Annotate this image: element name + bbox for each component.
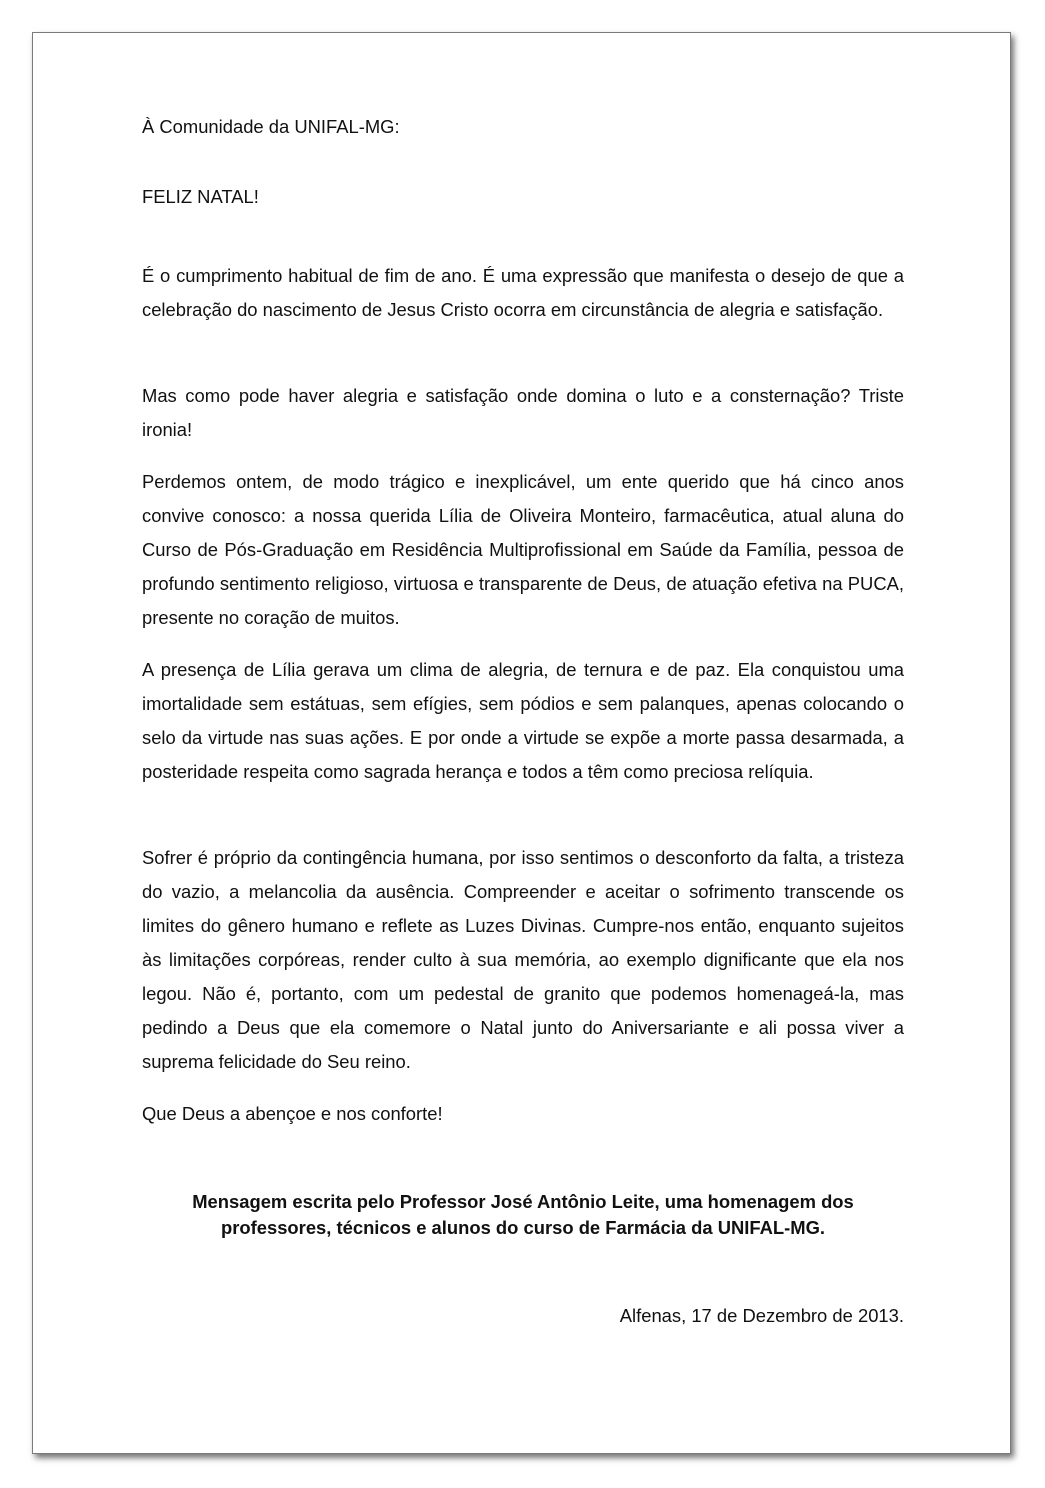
closing-line: Que Deus a abençoe e nos conforte!: [142, 1103, 443, 1124]
signature-block: [142, 1189, 904, 1241]
paragraph-4: A presença de Lília gerava um clima de alegria, de ternura e de paz. Ela conquistou uma imortalidade sem estátuas, sem efígies, sem pódios e sem palanques, apenas colocando o selo da virtude nas suas ações. E por onde a virtude se expõe a morte passa desarmada, a posteridade respeita como sagrada herança e todos a têm como preciosa relíquia.: [142, 659, 904, 782]
document-page: [32, 32, 1011, 1454]
paragraph-3: Perdemos ontem, de modo trágico e inexplicável, um ente querido que há cinco anos convive conosco: a nossa querida Lília de Oliveira Monteiro, farmacêutica, atual aluna do Curso de Pós-Graduação em Residência Multiprofissional em Saúde da Família, pessoa de profundo sentimento religioso, virtuosa e transparente de Deus, de atuação efetiva na PUCA, presente no coração de muitos.: [142, 471, 904, 628]
date-line: Alfenas, 17 de Dezembro de 2013.: [619, 1305, 904, 1326]
signature-line-1: Mensagem escrita pelo Professor José Antônio Leite, uma homenagem dos: [192, 1191, 854, 1212]
signature-line-2: professores, técnicos e alunos do curso de Farmácia da UNIFAL-MG.: [221, 1217, 825, 1238]
paragraph-2: Mas como pode haver alegria e satisfação onde domina o luto e a consternação? Triste ironia!: [142, 385, 904, 440]
salutation: À Comunidade da UNIFAL-MG:: [142, 116, 400, 137]
paragraph-5: Sofrer é próprio da contingência humana, por isso sentimos o desconforto da falta, a tristeza do vazio, a melancolia da ausência. Compreender e aceitar o sofrimento transcende os limites do gênero humano e reflete as Luzes Divinas. Cumpre-nos então, enquanto sujeitos às limitações corpóreas, render culto à sua memória, ao exemplo dignificante que ela nos legou. Não é, portanto, com um pedestal de granito que podemos homenageá-la, mas pedindo a Deus que ela comemore o Natal junto do Aniversariante e ali possa viver a suprema felicidade do Seu reino.: [142, 847, 904, 1072]
greeting: FELIZ NATAL!: [142, 186, 259, 207]
paragraph-1: É o cumprimento habitual de fim de ano. É uma expressão que manifesta o desejo de que a celebração do nascimento de Jesus Cristo ocorra em circunstância de alegria e satisfação.: [142, 265, 904, 320]
